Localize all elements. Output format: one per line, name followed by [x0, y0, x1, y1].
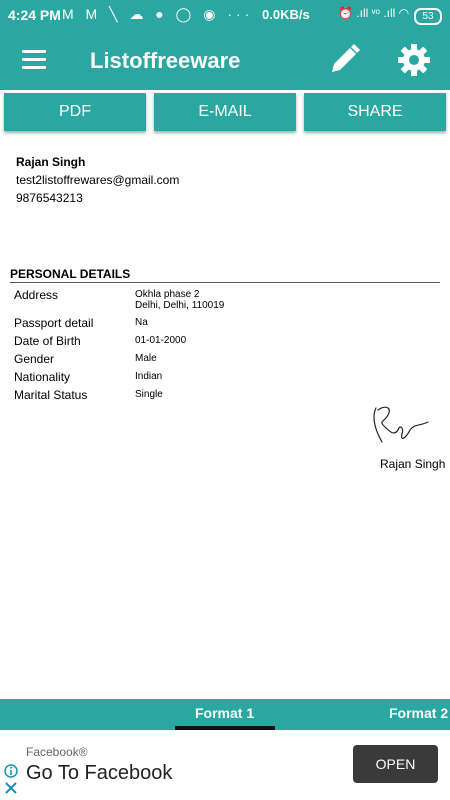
- share-button[interactable]: SHARE: [304, 93, 446, 131]
- menu-icon[interactable]: [22, 50, 48, 70]
- ad-brand: Facebook®: [26, 745, 88, 759]
- close-icon[interactable]: [4, 781, 18, 795]
- resume-phone: 9876543213: [16, 191, 83, 205]
- detail-value-line: Okhla phase 2: [135, 289, 200, 300]
- resume-email: test2listoffrewares@gmail.com: [16, 173, 180, 187]
- notification-icons: M M ╲ ☁ ● ◯ ◉ ···: [62, 6, 254, 22]
- ad-banner[interactable]: [0, 730, 450, 800]
- detail-label: Gender: [14, 352, 55, 366]
- status-bar: [0, 0, 450, 30]
- detail-label: Nationality: [14, 370, 71, 384]
- detail-label: Marital Status: [14, 388, 88, 402]
- edit-icon[interactable]: [326, 42, 362, 78]
- detail-value: 01-01-2000: [135, 335, 187, 346]
- detail-value: Na: [135, 317, 148, 328]
- app-bar: [0, 30, 450, 90]
- detail-label: Date of Birth: [14, 334, 81, 348]
- detail-value: [135, 289, 224, 311]
- ad-headline[interactable]: Go To Facebook: [26, 762, 173, 784]
- app-title: Listoffreeware: [90, 48, 241, 73]
- pdf-button[interactable]: PDF: [4, 93, 146, 131]
- signature-name: Rajan Singh: [380, 457, 446, 471]
- detail-value-line: Delhi, Delhi, 110019: [135, 300, 225, 311]
- info-icon[interactable]: [4, 764, 18, 778]
- tab-format-2[interactable]: Format 2: [389, 705, 449, 721]
- detail-label: Address: [14, 288, 59, 302]
- settings-icon[interactable]: [396, 42, 432, 78]
- format-tab-bar: [0, 699, 450, 730]
- detail-value: Male: [135, 353, 157, 364]
- signature-image: [364, 402, 434, 450]
- tab-format-1[interactable]: Format 1: [195, 705, 255, 721]
- section-divider: [10, 282, 440, 283]
- ad-open-button[interactable]: OPEN: [353, 745, 438, 783]
- detail-label: Passport detail: [14, 316, 94, 330]
- email-button[interactable]: E-MAIL: [154, 93, 296, 131]
- resume-name: Rajan Singh: [16, 155, 86, 169]
- status-indicators: ⏰ .ıll ᵛᵒ .ıll ◠: [338, 6, 410, 20]
- detail-value: Indian: [135, 371, 163, 382]
- battery-icon: 53: [414, 8, 442, 25]
- section-title: PERSONAL DETAILS: [10, 267, 131, 281]
- status-time: 4:24 PM: [8, 7, 61, 23]
- detail-value: Single: [135, 389, 163, 400]
- network-speed: 0.0KB/s: [262, 7, 310, 22]
